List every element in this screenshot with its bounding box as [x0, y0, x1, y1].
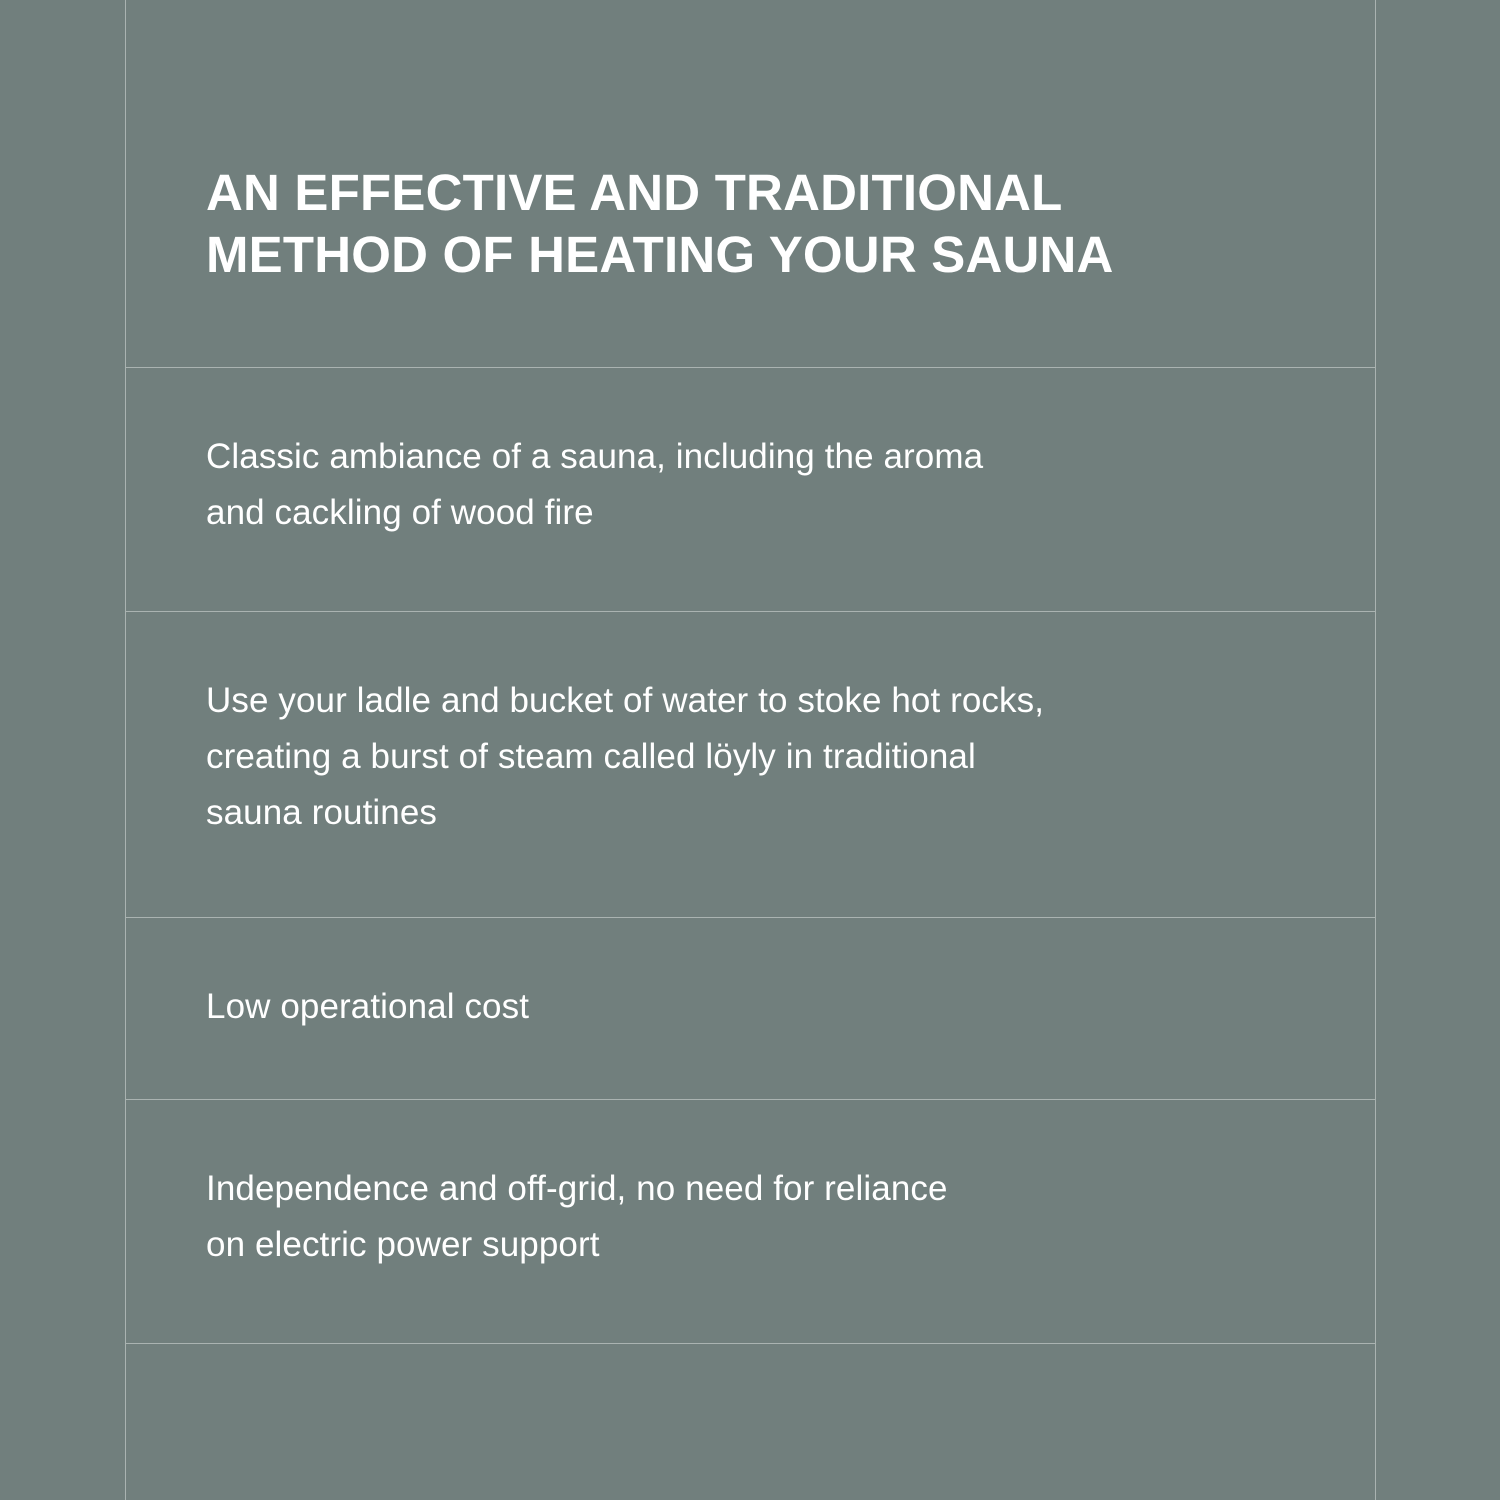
feature-text: Low operational cost — [206, 987, 530, 1026]
page-title: AN EFFECTIVE AND TRADITIONAL METHOD OF HEATING YOUR SAUNA — [206, 164, 1114, 283]
content-frame — [125, 0, 1376, 1500]
feature-item — [126, 612, 1375, 918]
feature-item — [126, 368, 1375, 612]
feature-text: Classic ambiance of a sauna, including the aroma and cackling of wood fire — [206, 437, 984, 532]
feature-text: Independence and off-grid, no need for reliance on electric power support — [206, 1169, 948, 1264]
empty-section — [126, 1344, 1375, 1500]
heading-section — [126, 0, 1375, 368]
feature-item — [126, 918, 1375, 1100]
feature-item — [126, 1100, 1375, 1344]
feature-text: Use your ladle and bucket of water to stoke hot rocks, creating a burst of steam called löyly in traditional sauna routines — [206, 681, 1045, 832]
